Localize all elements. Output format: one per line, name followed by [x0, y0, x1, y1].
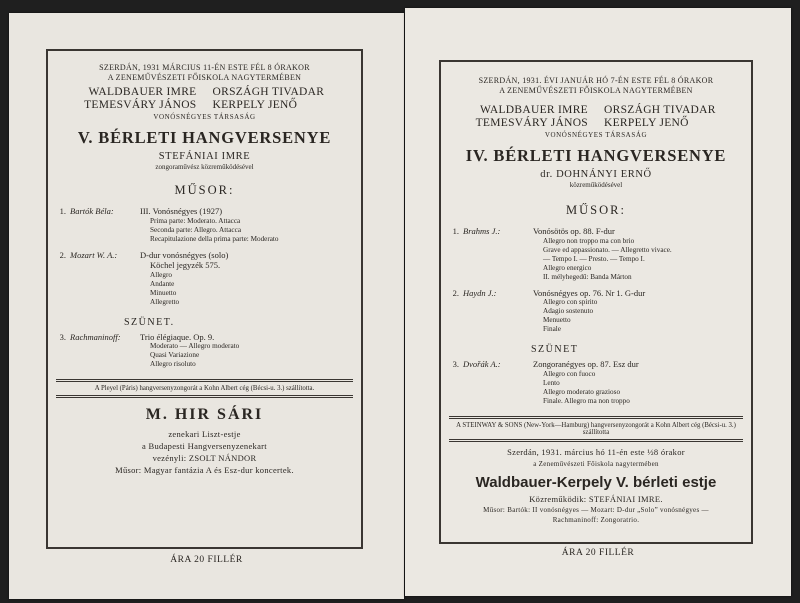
left-ad-title: M. HIR SÁRI — [145, 406, 264, 423]
right-ad-line: a Zeneművészeti Főiskola nagytermében — [533, 459, 659, 468]
item-number: 1. — [452, 226, 459, 236]
item-movement: Lento — [543, 378, 560, 387]
item-work: Trio élégiaque. Op. 9. — [140, 331, 215, 342]
item-movement: Prima parte: Moderato. Attacca — [150, 216, 241, 225]
left-concert-title: V. BÉRLETI HANGVERSENYE — [77, 128, 332, 147]
left-header-line-1: SZERDÁN, 1931 MÁRCIUS 11-ÉN ESTE FÉL 8 ÓRAKOR — [99, 63, 310, 72]
item-work: Vonósötös op. 88. F-dur — [533, 226, 615, 236]
right-ad-program: Rachmaninoff: Zongoratrio. — [552, 515, 640, 524]
item-work-subtitle: Köchel jegyzék 575. — [150, 260, 221, 270]
right-name: KERPELY JENŐ — [604, 117, 689, 129]
right-name: TEMESVÁRY JÁNOS — [475, 117, 588, 129]
item-composer: Bartók Béla: — [70, 206, 114, 216]
right-program-frame — [439, 60, 753, 544]
item-movement: Allegro energico — [543, 263, 592, 272]
left-program-heading: MŰSOR: — [174, 183, 235, 197]
left-ad-line: vezényli: ZSOLT NÁNDOR — [152, 453, 257, 463]
right-program-sheet — [405, 8, 791, 596]
right-society: VONÓSNÉGYES TÁRSASÁG — [544, 131, 648, 139]
program-item — [52, 332, 357, 370]
left-name: TEMESVÁRY JÁNOS — [84, 99, 197, 111]
left-price: ÁRA 20 FILLÉR — [170, 555, 243, 565]
program-item — [445, 359, 747, 406]
item-movement: Allegro con fuoco — [543, 369, 596, 378]
item-composer: Mozart W. A.: — [70, 249, 118, 260]
item-movement: Recapitulazione della prima parte: Moderato — [150, 234, 279, 243]
left-soloist-role: zongoraművész közreműködésével — [155, 163, 254, 171]
left-header-line-2: A ZENEMŰVÉSZETI FŐISKOLA NAGYTERMÉBEN — [107, 73, 302, 82]
item-movement: Allegro risoluto — [150, 360, 196, 368]
right-soloist-role: közreműködésével — [569, 181, 623, 189]
right-concert-title: IV. BÉRLETI HANGVERSENYE — [465, 146, 727, 165]
left-name: KERPELY JENŐ — [212, 99, 298, 111]
right-header-line-2: A ZENEMŰVÉSZETI FŐISKOLA NAGYTERMÉBEN — [499, 86, 693, 95]
right-ad-line: Szerdán, 1931. március hó 11-én este ½8 órakor — [507, 446, 685, 457]
left-name: ORSZÁGH TIVADAR — [212, 86, 325, 98]
item-number: 3. — [59, 331, 66, 342]
left-name: WALDBAUER IMRE — [88, 86, 197, 98]
item-composer: Haydn J.: — [463, 287, 497, 298]
item-number: 2. — [59, 249, 66, 260]
right-intermission: SZÜNET — [531, 344, 579, 355]
left-soloist: STEFÁNIAI IMRE — [158, 151, 251, 162]
item-number: 1. — [59, 206, 66, 216]
left-ad-line: a Budapesti Hangversenyzenekart — [142, 441, 267, 451]
left-ad-line: zenekari Liszt-estje — [168, 429, 241, 439]
item-composer: Rachmaninoff: — [70, 331, 121, 342]
item-work: Vonósnégyes op. 76. Nr 1. G-dur — [533, 287, 646, 298]
item-movement: — Tempo I. — Presto. — Tempo I. — [543, 254, 645, 263]
divider — [449, 439, 743, 442]
item-movement: Finale. Allegro ma non troppo — [543, 396, 630, 405]
left-ad-line: Műsor: Magyar fantázia A és Esz-dur koncertek. — [115, 465, 294, 475]
item-work: III. Vonósnégyes (1927) — [140, 206, 223, 216]
right-ad-title: Waldbauer-Kerpely V. bérleti estje — [475, 473, 717, 491]
right-ad-subtitle: Közreműködik: STEFÁNIAI IMRE. — [529, 493, 663, 504]
item-number: 2. — [452, 287, 459, 298]
program-item — [445, 288, 747, 335]
right-quartet-names — [445, 104, 747, 130]
item-movement: Allegretto — [150, 297, 180, 306]
program-item — [445, 226, 747, 282]
item-movement: Adagio sostenuto — [543, 307, 594, 315]
item-movement: Grave ed appassionato. — Allegretto vivace. — [543, 245, 672, 254]
divider — [56, 395, 353, 398]
item-movement: Finale — [543, 325, 561, 333]
right-name: WALDBAUER IMRE — [479, 104, 588, 116]
left-program-sheet — [9, 13, 404, 599]
right-piano-notice: A STEINWAY & SONS (New-York—Hamburg) hangversenyzongorát a Kohn Albert cég (Bécsi-u. 3.) szállította — [456, 421, 736, 436]
item-composer: Dvořák A.: — [463, 359, 501, 369]
item-work: D-dur vonósnégyes (solo) — [140, 249, 229, 260]
right-header-line-1: SZERDÁN, 1931. ÉVI JANUÁR HÓ 7-ÉN ESTE FÉL 8 ÓRAKOR — [478, 76, 714, 85]
right-price: ÁRA 20 FILLÉR — [561, 548, 635, 558]
right-soloist: dr. DOHNÁNYI ERNŐ — [540, 169, 652, 180]
item-movement: Allegro moderato grazioso — [543, 387, 621, 396]
item-movement: Allegro — [150, 270, 172, 279]
item-movement: Menuetto — [543, 316, 571, 324]
item-number: 3. — [452, 359, 459, 369]
item-composer: Brahms J.: — [463, 226, 501, 236]
program-item — [52, 250, 357, 307]
right-ad-program: Műsor: Bartók: II vonósnégyes — Mozart: D-dur „Solo” vonósnégyes — — [483, 505, 709, 514]
right-name: ORSZÁGH TIVADAR — [604, 104, 716, 116]
left-quartet-names — [52, 86, 357, 112]
program-item — [52, 206, 357, 244]
item-movement: Moderato — Allegro moderato — [150, 342, 240, 350]
item-movement: Minuetto — [150, 288, 177, 297]
item-movement: Andante — [150, 279, 175, 288]
left-piano-notice: A Pleyel (Páris) hangversenyzongorát a Kohn Albert cég (Bécsi-u. 3.) szállította. — [94, 385, 315, 392]
left-society: VONÓSNÉGYES TÁRSASÁG — [153, 113, 256, 121]
left-intermission: SZÜNET. — [124, 316, 175, 328]
right-program-heading: MŰSOR: — [566, 203, 626, 217]
left-program-frame — [46, 49, 363, 549]
item-movement: Allegro con spirito — [543, 298, 598, 306]
item-movement: Allegro non troppo ma con brio — [543, 236, 635, 245]
item-movement: Seconda parte: Allegro. Attacca — [150, 225, 242, 234]
item-movement: Quasi Variazione — [150, 351, 200, 359]
item-movement: II. mélyhegedű: Banda Márton — [543, 272, 632, 281]
item-work: Zongoranégyes op. 87. Esz dur — [533, 359, 639, 369]
